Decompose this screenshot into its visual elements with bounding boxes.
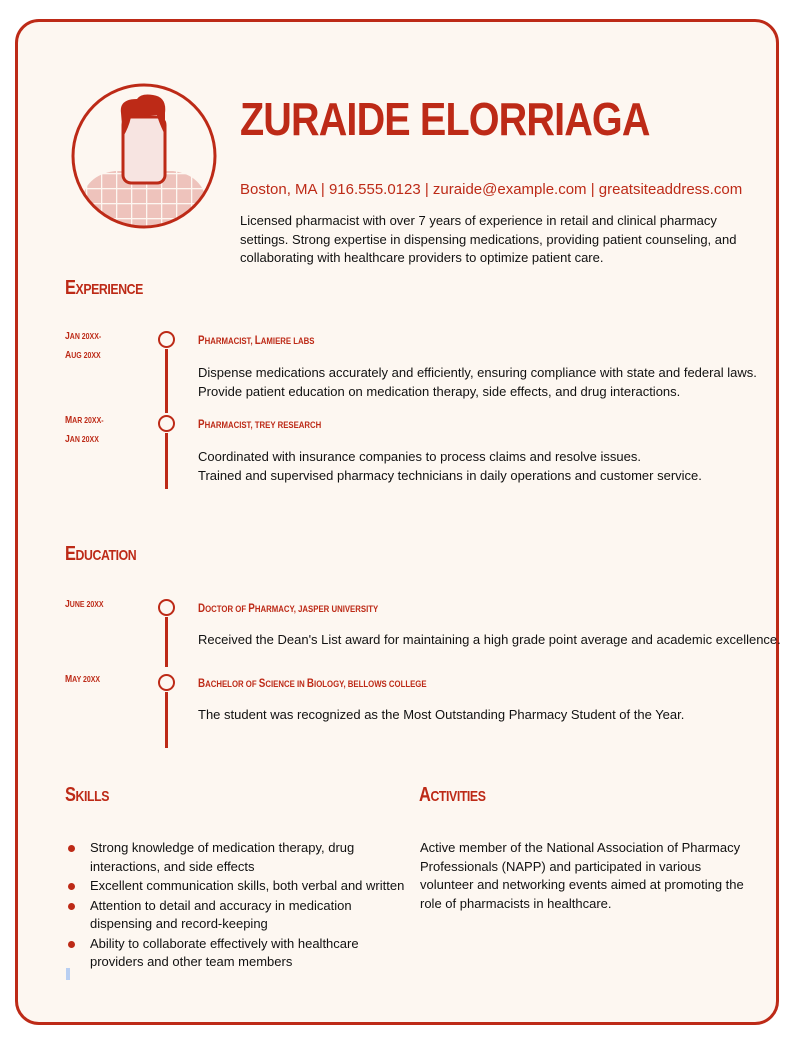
timeline-line bbox=[165, 692, 168, 748]
education-date: MAY 20XX bbox=[65, 673, 101, 685]
education-description: The student was recognized as the Most Outstanding Pharmacy Student of the Year. bbox=[198, 707, 685, 722]
candidate-name: ZURAIDE ELORRIAGA bbox=[240, 93, 650, 145]
timeline-line bbox=[165, 617, 168, 667]
timeline-dot bbox=[158, 599, 175, 616]
education-degree: DOCTOR OF PHARMACY, JASPER UNIVERSITY bbox=[198, 601, 379, 615]
experience-date: JAN 20XX- AUG 20XX bbox=[65, 330, 102, 361]
education-date: JUNE 20XX bbox=[65, 598, 104, 610]
experience-description: Coordinated with insurance companies to process claims and resolve issues. Trained and supervised pharmacy technicians in daily operations and customer service. bbox=[198, 449, 702, 483]
skills-heading: SKILLS bbox=[65, 784, 110, 806]
profile-summary: Licensed pharmacist with over 7 years of experience in retail and clinical pharmacy settings. Strong expertise in dispensing medications, providing patient counseling, and collaborating with healthcare providers to optimize patient care. bbox=[240, 213, 737, 265]
education-heading: EDUCATION bbox=[65, 543, 137, 565]
experience-role: PHARMACIST, LAMIERE LABS bbox=[198, 333, 315, 347]
activities-heading: ACTIVITIES bbox=[419, 784, 486, 806]
experience-heading: EXPERIENCE bbox=[65, 277, 143, 299]
experience-date: MAR 20XX- JAN 20XX bbox=[65, 414, 104, 445]
timeline-dot bbox=[158, 331, 175, 348]
timeline-line bbox=[165, 349, 168, 413]
contact-info: Boston, MA | 916.555.0123 | zuraide@example.com | greatsiteaddress.com bbox=[240, 181, 743, 198]
timeline-dot bbox=[158, 674, 175, 691]
avatar bbox=[71, 83, 217, 229]
activities-text: Active member of the National Association of Pharmacy Professionals (NAPP) and participated in various volunteer and networking events aimed at promoting the role of pharmacists in healthcare. bbox=[420, 840, 744, 911]
list-item: Excellent communication skills, both verbal and written bbox=[66, 877, 406, 896]
list-item: Ability to collaborate effectively with healthcare providers and other team members bbox=[66, 935, 406, 972]
timeline-dot bbox=[158, 415, 175, 432]
resume-page bbox=[15, 19, 779, 1025]
education-degree: BACHELOR OF SCIENCE IN BIOLOGY, BELLOWS COLLEGE bbox=[198, 676, 427, 690]
skills-list bbox=[66, 839, 406, 973]
list-item: Strong knowledge of medication therapy, drug interactions, and side effects bbox=[66, 839, 406, 876]
person-avatar-icon bbox=[71, 83, 217, 229]
education-description: Received the Dean's List award for maintaining a high grade point average and academic excellence. bbox=[198, 632, 781, 647]
experience-description: Dispense medications accurately and efficiently, ensuring compliance with state and federal laws. Provide patient education on medication therapy, side effects, and drug interactions. bbox=[198, 365, 757, 399]
timeline-line bbox=[165, 433, 168, 489]
experience-role: PHARMACIST, TREY RESEARCH bbox=[198, 417, 322, 431]
text-cursor bbox=[66, 968, 70, 980]
list-item: Attention to detail and accuracy in medication dispensing and record-keeping bbox=[66, 897, 406, 934]
